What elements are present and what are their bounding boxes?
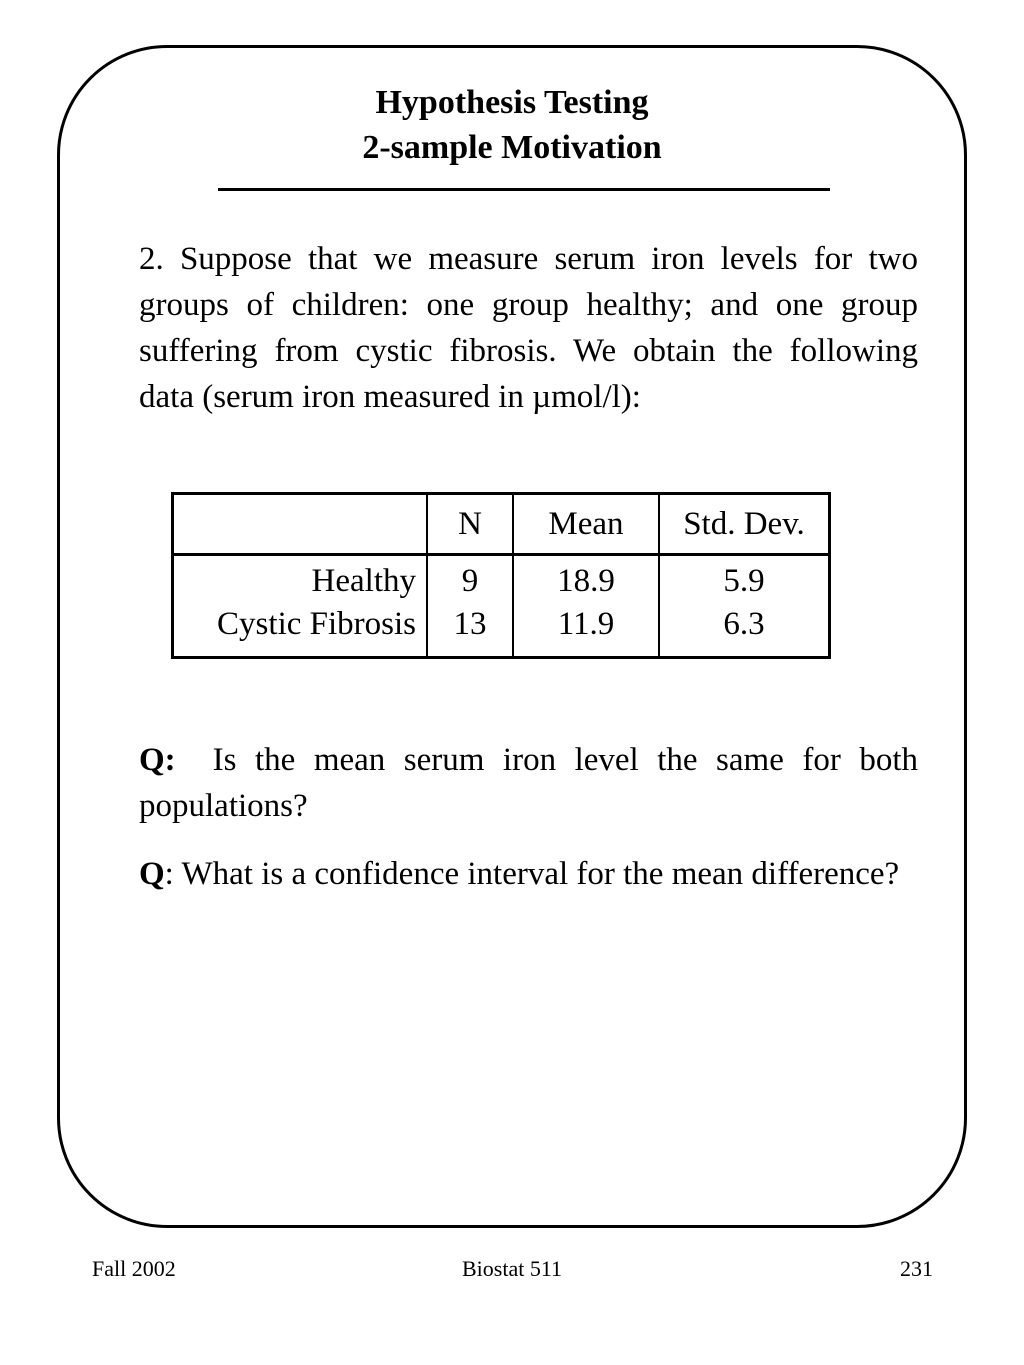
summary-table (171, 492, 831, 659)
header-cell-mean: Mean (513, 494, 659, 555)
slide-title-line-1: Hypothesis Testing (375, 84, 649, 121)
question-label: Q: (139, 742, 176, 778)
table-row (173, 555, 830, 604)
question-text: : What is a confidence interval for the mean difference? (164, 856, 900, 892)
table-row (173, 603, 830, 658)
cell-std-dev: 5.9 (659, 555, 830, 604)
title-divider (218, 188, 830, 191)
cell-mean: 18.9 (513, 555, 659, 604)
slide-title (0, 80, 1024, 170)
intro-paragraph: 2. Suppose that we measure serum iron levels for two groups of children: one group healthy; and one group suffering from cystic fibrosis. We obtain the following data (serum iron measured in µmol/l): (139, 241, 918, 415)
cell-std-dev: 6.3 (659, 603, 830, 658)
footer-term: Fall 2002 (92, 1256, 176, 1281)
question-text: Is the mean serum iron level the same for both populations? (139, 742, 927, 824)
table-header-row (173, 494, 830, 555)
cell-mean: 11.9 (513, 603, 659, 658)
footer-course: Biostat 511 (461, 1256, 563, 1281)
footer-page-number: 231 (900, 1256, 933, 1281)
header-cell-std-dev: Std. Dev. (659, 494, 830, 555)
cell-n: 13 (427, 603, 513, 658)
cell-n: 9 (427, 555, 513, 604)
header-cell-n: N (427, 494, 513, 555)
header-cell-label (173, 494, 428, 555)
question-label: Q (139, 856, 165, 892)
row-label: Healthy (173, 555, 428, 604)
question-2 (139, 851, 918, 897)
question-1 (139, 737, 927, 829)
row-label: Cystic Fibrosis (173, 603, 428, 658)
slide-title-line-2: 2-sample Motivation (362, 129, 662, 166)
